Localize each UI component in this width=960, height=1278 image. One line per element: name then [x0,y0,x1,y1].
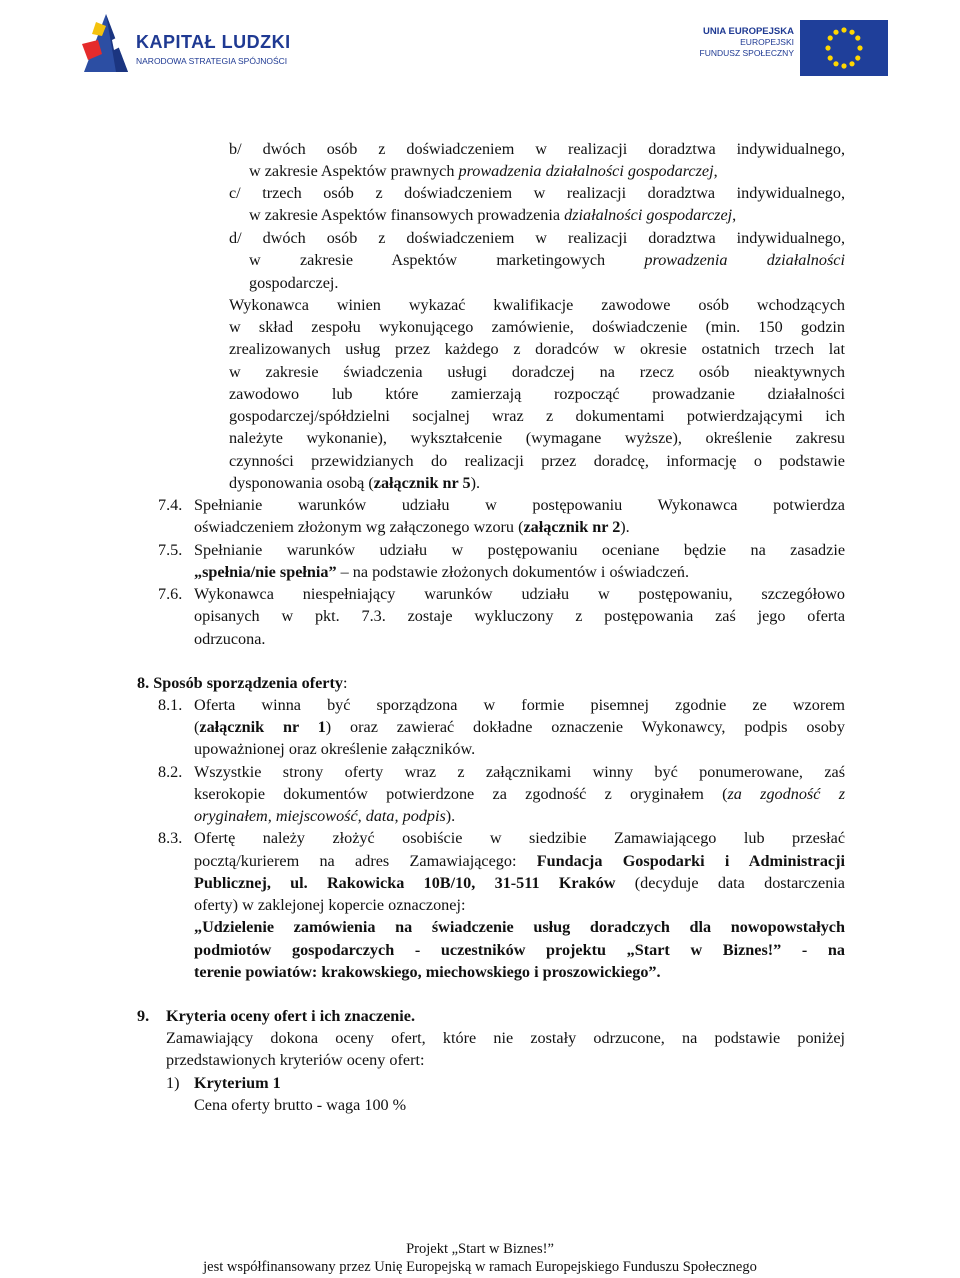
wykonawca-l2: w skład zespołu wykonującego zamówienie, doświadczenie (min. 150 godzin [229,318,845,336]
wykonawca-l7: należyte wykonanie), wykształcenie (wymagane wyższe), określenie zakresu [229,429,845,447]
p74-l1: Spełnianie warunków udziału w postępowaniu Wykonawca potwierdza [194,496,845,514]
p74-l2: oświadczeniem złożonym wg załączonego wzoru (załącznik nr 2). [194,518,630,536]
wykonawca-l3: zrealizowanych usług przez każdego z doradców w okresie ostatnich trzech lat [229,340,845,358]
kapital-ludzki-logo [76,10,316,80]
list-d-line2: w zakresie Aspektów marketingowych prowadzenia działalności [249,251,845,269]
kapital-ludzki-subtitle: NARODOWA STRATEGIA SPÓJNOŚCI [136,56,288,66]
p81-number: 8.1. [158,696,183,714]
p83-l4: oferty) w zaklejonej kopercie oznaczonej: [194,896,466,914]
section-9-l1: Zamawiający dokona oceny ofert, które nie zostały odrzucone, na podstawie poniżej [166,1029,845,1047]
p82-l2: kserokopie dokumentów potwierdzone za zgodność z oryginałem (za zgodność z [194,785,845,803]
p83-l6: podmiotów gospodarczych - uczestników projektu „Start w Biznes!” - na [194,941,845,959]
p75-l1: Spełnianie warunków udziału w postępowaniu oceniane będzie na zasadzie [194,541,845,559]
p82-number: 8.2. [158,763,183,781]
wykonawca-l9: dysponowania osobą (załącznik nr 5). [229,474,481,492]
eu-flag-icon [800,20,888,76]
p82-l1: Wszystkie strony oferty wraz z załącznikami winny być ponumerowane, zaś [194,763,845,781]
wykonawca-l6: gospodarczej/spółdzielni socjalnej wraz z dokumentami potwierdzającymi ich [229,407,845,425]
eu-logo-line1: UNIA EUROPEJSKA [703,26,794,37]
p82-l3: oryginałem, miejscowość, data, podpis). [194,807,456,825]
eu-logo-line2: EUROPEJSKI [740,37,794,47]
wykonawca-l5: zawodowo lub które zamierzają rozpocząć prowadzanie działalności [229,385,845,403]
footer-line2: jest współfinansowany przez Unię Europejską w ramach Europejskiego Funduszu Społecznego [203,1259,757,1275]
p81-l3: upoważnionej oraz określenie załączników. [194,740,476,758]
eu-logo [688,20,898,80]
p76-l2: opisanych w pkt. 7.3. zostaje wykluczony z postępowania zaś jego oferta [194,607,845,625]
kryterium-number: 1) [166,1074,180,1092]
p83-number: 8.3. [158,829,183,847]
p76-number: 7.6. [158,585,183,603]
kryterium-description: Cena oferty brutto - waga 100 % [194,1096,407,1114]
p83-l7: terenie powiatów: krakowskiego, miechowskiego i proszowickiego”. [194,963,661,981]
kapital-ludzki-emblem-icon [76,10,136,80]
p75-l2: „spełnia/nie spełnia” – na podstawie złożonych dokumentów i oświadczeń. [194,563,690,581]
section-9-l2: przedstawionych kryteriów oceny ofert: [166,1051,425,1069]
eu-logo-line3: FUNDUSZ SPOŁECZNY [699,48,794,58]
wykonawca-l1: Wykonawca winien wykazać kwalifikacje zawodowe osób wchodzących [229,296,845,314]
wykonawca-l4: w zakresie świadczenia usługi doradczej na rzecz osób nieaktywnych [229,363,845,381]
kapital-ludzki-title: KAPITAŁ LUDZKI [136,32,291,52]
section-9-number: 9. [137,1007,150,1025]
list-b-line2: w zakresie Aspektów prawnych prowadzenia działalności gospodarczej, [249,162,718,180]
list-d-line1: d/ dwóch osób z doświadczeniem w realizacji doradztwa indywidualnego, [229,229,845,247]
p83-l5: „Udzielenie zamówienia na świadczenie usług doradczych dla nowopowstałych [194,918,845,936]
section-9-heading: Kryteria oceny ofert i ich znaczenie. [166,1007,416,1025]
footer-line1: Projekt „Start w Biznes!” [406,1241,554,1257]
p83-l3: Publicznej, ul. Rakowicka 10B/10, 31-511 Kraków (decyduje data dostarczenia [194,874,845,892]
p83-l1: Ofertę należy złożyć osobiście w siedzibie Zamawiającego lub przesłać [194,829,845,847]
p81-l1: Oferta winna być sporządzona w formie pisemnej zgodnie ze wzorem [194,696,845,714]
p75-number: 7.5. [158,541,183,559]
p76-l3: odrzucona. [194,630,266,648]
list-d-line3: gospodarczej. [249,274,339,292]
wykonawca-l8: czynności przewidzianych do realizacji przez doradcę, informację o podstawie [229,452,845,470]
p74-number: 7.4. [158,496,183,514]
list-c-line2: w zakresie Aspektów finansowych prowadzenia działalności gospodarczej, [249,206,737,224]
p76-l1: Wykonawca niespełniający warunków udziału w postępowaniu, szczegółowo [194,585,845,603]
list-b-line1: b/ dwóch osób z doświadczeniem w realizacji doradztwa indywidualnego, [229,140,845,158]
eu-logo-text [688,26,794,59]
section-8-heading: 8. Sposób sporządzenia oferty: [137,674,348,692]
list-c-line1: c/ trzech osób z doświadczeniem w realizacji doradztwa indywidualnego, [229,184,845,202]
p81-l2: (załącznik nr 1) oraz zawierać dokładne oznaczenie Wykonawcy, podpis osoby [194,718,845,736]
p83-l2: pocztą/kurierem na adres Zamawiającego: Fundacja Gospodarki i Administracji [194,852,845,870]
kryterium-label: Kryterium 1 [194,1074,281,1092]
